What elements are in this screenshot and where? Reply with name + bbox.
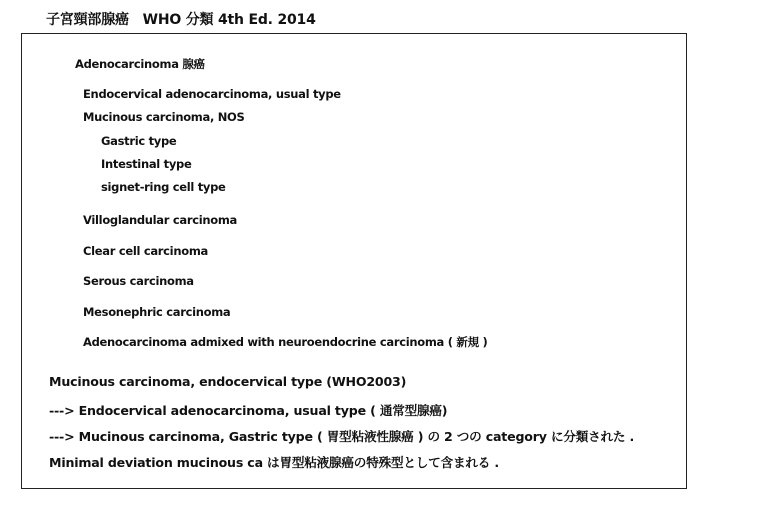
subitem-intestinal-type: Intestinal type (101, 157, 192, 171)
classification-box (21, 33, 687, 489)
item-villoglandular: Villoglandular carcinoma (83, 213, 237, 227)
item-neuroendocrine-admixed: Adenocarcinoma admixed with neuroendocrine carcinoma ( 新規 ) (83, 335, 488, 349)
subitem-gastric-type: Gastric type (101, 134, 177, 148)
item-endocervical-usual: Endocervical adenocarcinoma, usual type (83, 87, 341, 101)
item-serous: Serous carcinoma (83, 274, 194, 288)
note-line-2: ---> Endocervical adenocarcinoma, usual type ( 通常型腺癌) (49, 403, 448, 418)
item-mesonephric: Mesonephric carcinoma (83, 305, 231, 319)
page-title: 子宮頸部腺癌 WHO 分類 4th Ed. 2014 (46, 12, 316, 28)
subitem-signet-ring-type: signet-ring cell type (101, 180, 226, 194)
note-line-4: Minimal deviation mucinous ca は胃型粘液腺癌の特殊型として含まれる . (49, 455, 499, 470)
item-mucinous-nos: Mucinous carcinoma, NOS (83, 110, 245, 124)
item-clear-cell: Clear cell carcinoma (83, 244, 208, 258)
section-heading: Adenocarcinoma 腺癌 (75, 57, 205, 71)
note-line-1: Mucinous carcinoma, endocervical type (WHO2003) (49, 374, 407, 389)
note-line-3: ---> Mucinous carcinoma, Gastric type ( 胃型粘液性腺癌 ) の 2 つの category に分類された . (49, 429, 635, 444)
